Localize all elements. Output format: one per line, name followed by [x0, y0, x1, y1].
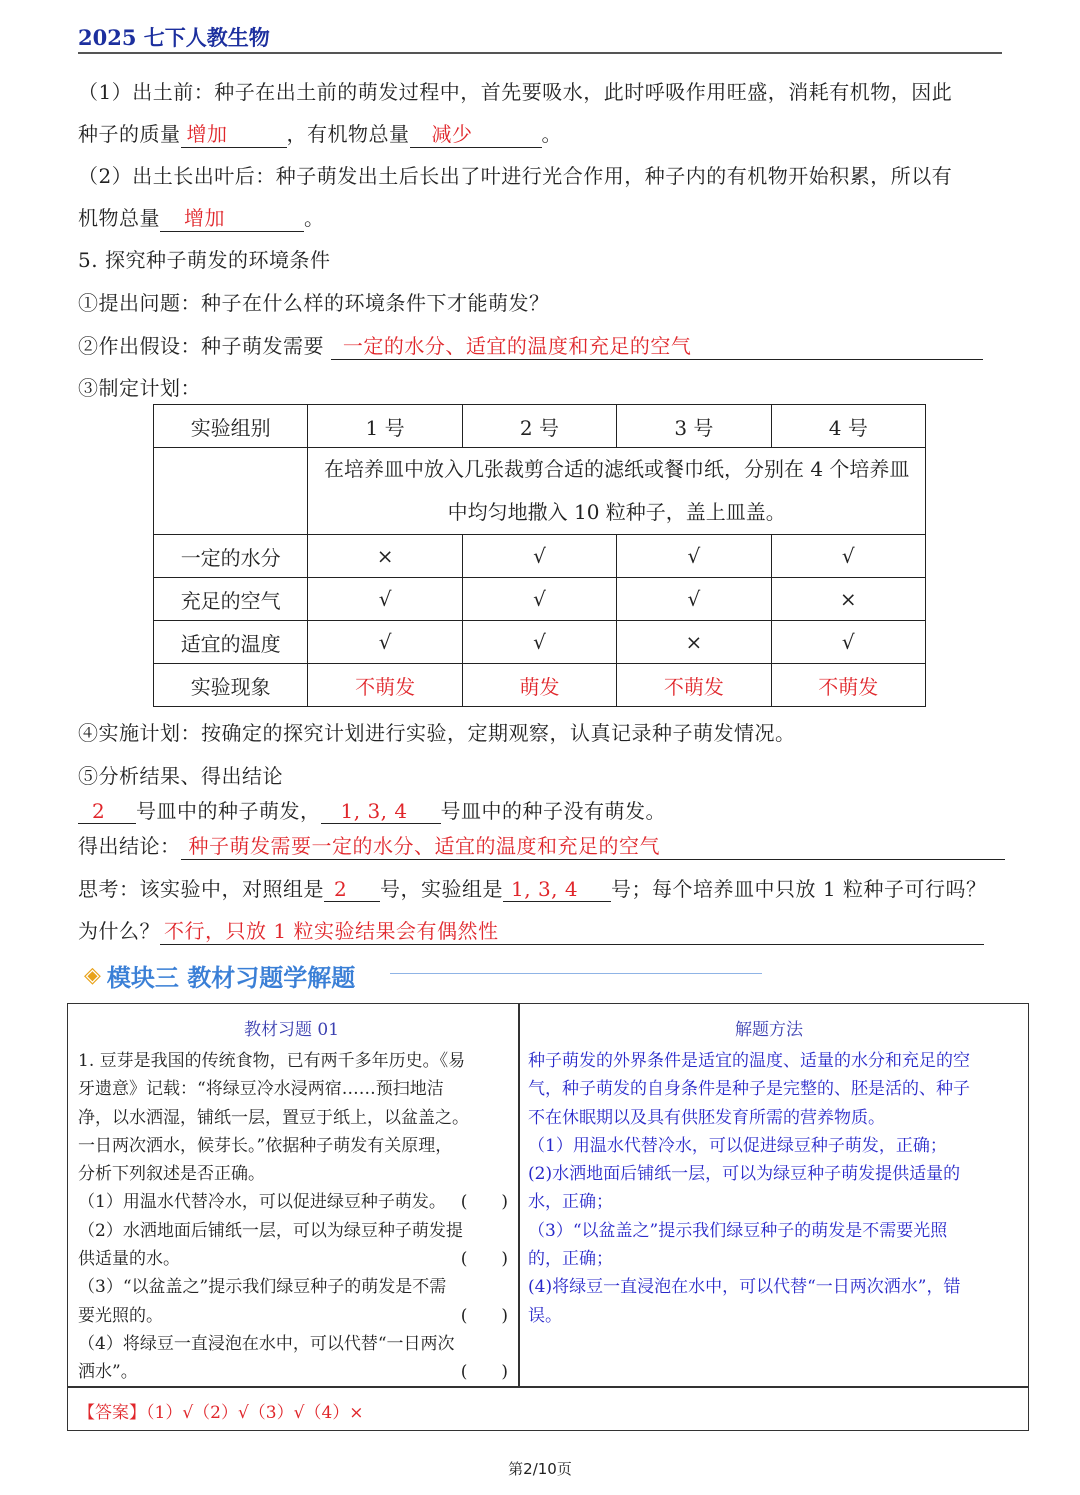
answer-parenthesis: ( ) [460, 1192, 508, 1213]
question-line: 牙遗意》记载：“将绿豆冷水浸两宿……预扫地洁 [78, 1079, 444, 1100]
experiment-table [153, 404, 926, 707]
question-item [78, 1358, 508, 1386]
exercise-column-divider [518, 1003, 520, 1387]
text: ②作出假设：种子萌发需要 [78, 334, 324, 358]
text: 。 [304, 206, 325, 230]
text: 号皿中的种子没有萌发。 [440, 799, 666, 823]
answer-parenthesis: ( ) [460, 1249, 508, 1270]
text: 。 [541, 122, 562, 146]
table-cell: √ [771, 621, 925, 664]
step-implement: ④实施计划：按确定的探究计划进行实验，定期观察，认真记录种子萌发情况。 [78, 721, 796, 745]
solution-line: (4)将绿豆一直浸泡在水中，可以代替“一日两次洒水”，错 [528, 1277, 961, 1298]
text: 思考：该实验中，对照组是 [78, 877, 324, 901]
table-cell: √ [771, 535, 925, 578]
table-result-cell: 萌发 [462, 664, 616, 707]
question-line: 1. 豆芽是我国的传统食物，已有两千多年历史。《易 [78, 1051, 466, 1071]
answer-parenthesis: ( ) [460, 1305, 508, 1326]
table-cell: × [771, 578, 925, 621]
answer-blank-mass: 增加 [181, 118, 287, 148]
answer-blank-why: 不行，只放 1 粒实验结果会有偶然性 [160, 915, 984, 945]
answer-blank-experimental: 1, 3, 4 [503, 877, 611, 902]
solution-line: 不在休眠期以及具有供胚发育所需的营养物质。 [528, 1107, 885, 1128]
table-setup-row [154, 448, 926, 535]
double-diamond-icon: ◈ [84, 963, 101, 988]
solution-line: （1）用温水代替冷水，可以促进绿豆种子萌发，正确； [528, 1135, 947, 1156]
table-cell: √ [462, 621, 616, 664]
question-line: （2）水洒地面后铺纸一层，可以为绿豆种子萌发提 [78, 1220, 463, 1241]
conclusion-line [78, 830, 1005, 860]
text: 种子的质量 [78, 122, 181, 146]
solution-line: 种子萌发的外界条件是适宜的温度、适量的水分和充足的空 [528, 1051, 970, 1071]
table-header-cell: 实验组别 [154, 405, 308, 448]
table-cell: √ [617, 578, 771, 621]
table-cell: √ [308, 621, 462, 664]
module-divider [390, 973, 762, 974]
table-cell-empty [154, 448, 308, 535]
text: 得出结论： [78, 834, 181, 858]
table-cell: √ [462, 578, 616, 621]
paragraph-before-emergence-line2 [78, 118, 562, 148]
exercise-solution [528, 1047, 1018, 1330]
why-line [78, 915, 984, 945]
text: 供适量的水。 [78, 1249, 180, 1270]
answer-parenthesis: ( ) [460, 1362, 508, 1383]
question-item [78, 1245, 508, 1273]
exercise-left-heading: 教材习题 01 [244, 1020, 340, 1040]
table-cell: √ [462, 535, 616, 578]
table-row-label: 一定的水分 [154, 535, 308, 578]
text: 号；每个培养皿中只放 1 粒种子可行吗？ [611, 877, 987, 901]
table-header-cell: 1 号 [308, 405, 462, 448]
table-cell: × [308, 535, 462, 578]
answer-blank-not-germinated: 1, 3, 4 [321, 799, 441, 824]
solution-line: (2)水洒地面后铺纸一层，可以为绿豆种子萌发提供适量的 [528, 1164, 961, 1185]
table-result-cell: 不萌发 [308, 664, 462, 707]
text: 要光照的。 [78, 1305, 163, 1326]
table-cell: √ [308, 578, 462, 621]
exercise-answer: 【答案】（1）√（2）√（3）√（4）× [78, 1403, 364, 1423]
table-header-cell: 3 号 [617, 405, 771, 448]
answer-blank-hypothesis: 一定的水分、适宜的温度和充足的空气 [331, 330, 983, 360]
solution-line: 的，正确； [528, 1249, 613, 1270]
solution-line: 气，种子萌发的自身条件是种子是完整的、胚是活的、种子 [528, 1079, 970, 1100]
step-analyze: ⑤分析结果、得出结论 [78, 764, 283, 788]
table-cell: × [617, 621, 771, 664]
text: 洒水”。 [78, 1362, 138, 1383]
table-header-row [154, 405, 926, 448]
document-header: 2025 七下人教生物 [78, 25, 270, 50]
answer-blank-organic-total: 增加 [160, 202, 304, 232]
text: 机物总量 [78, 206, 160, 230]
text: ，有机物总量 [286, 122, 410, 146]
paragraph-after-emergence-line1: （2）出土长出叶后：种子萌发出土后长出了叶进行光合作用，种子内的有机物开始积累，所以有 [78, 164, 953, 188]
paragraph-after-emergence-line2 [78, 202, 325, 232]
page-number: 第2/10页 [508, 1460, 572, 1478]
header-divider [78, 52, 1002, 54]
text: 号皿中的种子萌发， [136, 799, 321, 823]
question-line: 分析下列叙述是否正确。 [78, 1164, 265, 1185]
answer-blank-control: 2 [324, 877, 380, 902]
step-plan: ③制定计划： [78, 376, 201, 400]
question-line: 净，以水洒湿，铺纸一层，置豆于纸上，以盆盖之。 [78, 1107, 469, 1128]
module-heading [84, 958, 355, 993]
table-header-cell: 2 号 [462, 405, 616, 448]
think-line [78, 873, 986, 902]
question-item [78, 1302, 508, 1330]
table-result-cell: 不萌发 [771, 664, 925, 707]
solution-line: 误。 [528, 1305, 562, 1326]
result-line [78, 795, 666, 824]
answer-blank-organic: 减少 [410, 118, 542, 148]
table-result-cell: 不萌发 [617, 664, 771, 707]
answer-blank-conclusion: 种子萌发需要一定的水分、适宜的温度和充足的空气 [181, 830, 1005, 860]
paragraph-before-emergence-line1: （1）出土前：种子在出土前的萌发过程中，首先要吸水，此时呼吸作用旺盛，消耗有机物，因此 [78, 80, 953, 104]
step-question: ①提出问题：种子在什么样的环境条件下才能萌发？ [78, 291, 550, 315]
table-row [154, 578, 926, 621]
table-result-row [154, 664, 926, 707]
section-title: 5. 探究种子萌发的环境条件 [78, 248, 331, 272]
question-item [78, 1188, 508, 1216]
question-line: 一日两次洒水，候芽长。”依据种子萌发有关原理， [78, 1135, 453, 1156]
solution-line: 水，正确； [528, 1192, 613, 1213]
table-row-label: 实验现象 [154, 664, 308, 707]
table-row [154, 535, 926, 578]
question-line: （4）将绿豆一直浸泡在水中，可以代替“一日两次 [78, 1333, 455, 1354]
table-row-label: 适宜的温度 [154, 621, 308, 664]
table-row [154, 621, 926, 664]
step-hypothesis [78, 330, 983, 360]
table-setup-cell: 在培养皿中放入几张裁剪合适的滤纸或餐巾纸，分别在 4 个培养皿中均匀地撒入 10 粒种子，盖上皿盖。 [308, 448, 926, 535]
module-title: 模块三 教材习题学解题 [106, 964, 356, 992]
table-row-label: 充足的空气 [154, 578, 308, 621]
table-cell: √ [617, 535, 771, 578]
text: （1）用温水代替冷水，可以促进绿豆种子萌发。 [78, 1192, 446, 1213]
text: 号，实验组是 [380, 877, 503, 901]
text: 为什么？ [78, 919, 160, 943]
exercise-question [78, 1047, 508, 1387]
table-header-cell: 4 号 [771, 405, 925, 448]
question-line: （3）“以盆盖之”提示我们绿豆种子的萌发是不需 [78, 1277, 447, 1298]
exercise-right-heading: 解题方法 [735, 1020, 803, 1040]
answer-blank-germinated: 2 [78, 799, 136, 824]
solution-line: （3）“以盆盖之”提示我们绿豆种子的萌发是不需要光照 [528, 1220, 948, 1241]
